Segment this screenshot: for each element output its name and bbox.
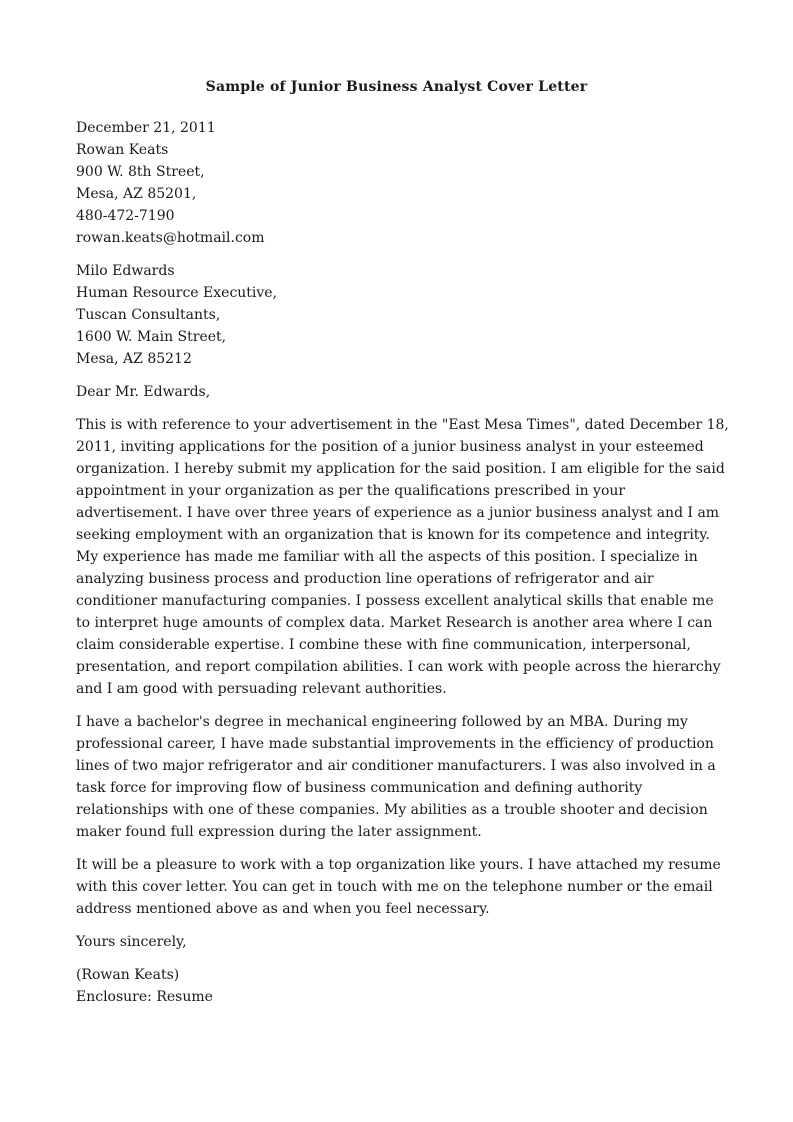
paragraph-line: lines of two major refrigerator and air conditioner manufacturers. I was also involved in a (76, 758, 716, 774)
recipient-city: Mesa, AZ 85212 (76, 351, 192, 367)
paragraph-line: 2011, inviting applications for the position of a junior business analyst in your esteemed (76, 439, 704, 455)
recipient-street: 1600 W. Main Street, (76, 329, 227, 345)
paragraph-line: professional career, I have made substantial improvements in the efficiency of production (76, 736, 714, 752)
paragraph-line: conditioner manufacturing companies. I possess excellent analytical skills that enable me (76, 593, 714, 609)
sender-email: rowan.keats@hotmail.com (76, 230, 265, 246)
paragraph-line: address mentioned above as and when you feel necessary. (76, 901, 490, 917)
sender-street: 900 W. 8th Street, (76, 164, 205, 180)
closing (76, 931, 736, 953)
sender-name: Rowan Keats (76, 142, 169, 158)
paragraph-2 (76, 711, 736, 843)
recipient-company: Tuscan Consultants, (76, 307, 221, 323)
salutation-text: Dear Mr. Edwards, (76, 384, 211, 400)
sender-address-block (76, 117, 736, 249)
paragraph-line: task force for improving flow of business communication and defining authority (76, 780, 643, 796)
signature-block (76, 964, 736, 1008)
letter-body (76, 117, 736, 1019)
salutation (76, 381, 736, 403)
paragraph-line: organization. I hereby submit my application for the said position. I am eligible for the said (76, 461, 725, 477)
paragraph-1 (76, 414, 736, 700)
paragraph-line: presentation, and report compilation abilities. I can work with people across the hierarchy (76, 659, 721, 675)
recipient-title: Human Resource Executive, (76, 285, 278, 301)
signature-name: (Rowan Keats) (76, 967, 180, 983)
paragraph-line: maker found full expression during the later assignment. (76, 824, 482, 840)
closing-text: Yours sincerely, (76, 934, 187, 950)
recipient-name: Milo Edwards (76, 263, 175, 279)
paragraph-line: claim considerable expertise. I combine these with fine communication, interpersonal, (76, 637, 691, 653)
paragraph-line: My experience has made me familiar with all the aspects of this position. I specialize in (76, 549, 698, 565)
paragraph-line: seeking employment with an organization that is known for its competence and integrity. (76, 527, 710, 543)
paragraph-line: advertisement. I have over three years of experience as a junior business analyst and I am (76, 505, 720, 521)
paragraph-line: This is with reference to your advertisement in the "East Mesa Times", dated December 18, (76, 417, 729, 433)
paragraph-line: appointment in your organization as per the qualifications prescribed in your (76, 483, 626, 499)
paragraph-line: to interpret huge amounts of complex data. Market Research is another area where I can (76, 615, 713, 631)
sender-phone: 480-472-7190 (76, 208, 175, 224)
paragraph-line: relationships with one of these companies. My abilities as a trouble shooter and decision (76, 802, 708, 818)
recipient-address-block (76, 260, 736, 370)
paragraph-3 (76, 854, 736, 920)
sender-city: Mesa, AZ 85201, (76, 186, 197, 202)
document-title: Sample of Junior Business Analyst Cover Letter (205, 79, 588, 95)
paragraph-line: with this cover letter. You can get in touch with me on the telephone number or the email (76, 879, 713, 895)
paragraph-line: and I am good with persuading relevant authorities. (76, 681, 447, 697)
paragraph-line: It will be a pleasure to work with a top organization like yours. I have attached my resume (76, 857, 721, 873)
paragraph-line: analyzing business process and production line operations of refrigerator and air (76, 571, 654, 587)
paragraph-line: I have a bachelor's degree in mechanical engineering followed by an MBA. During my (76, 714, 688, 730)
enclosure-note: Enclosure: Resume (76, 989, 213, 1005)
letter-date: December 21, 2011 (76, 120, 216, 136)
